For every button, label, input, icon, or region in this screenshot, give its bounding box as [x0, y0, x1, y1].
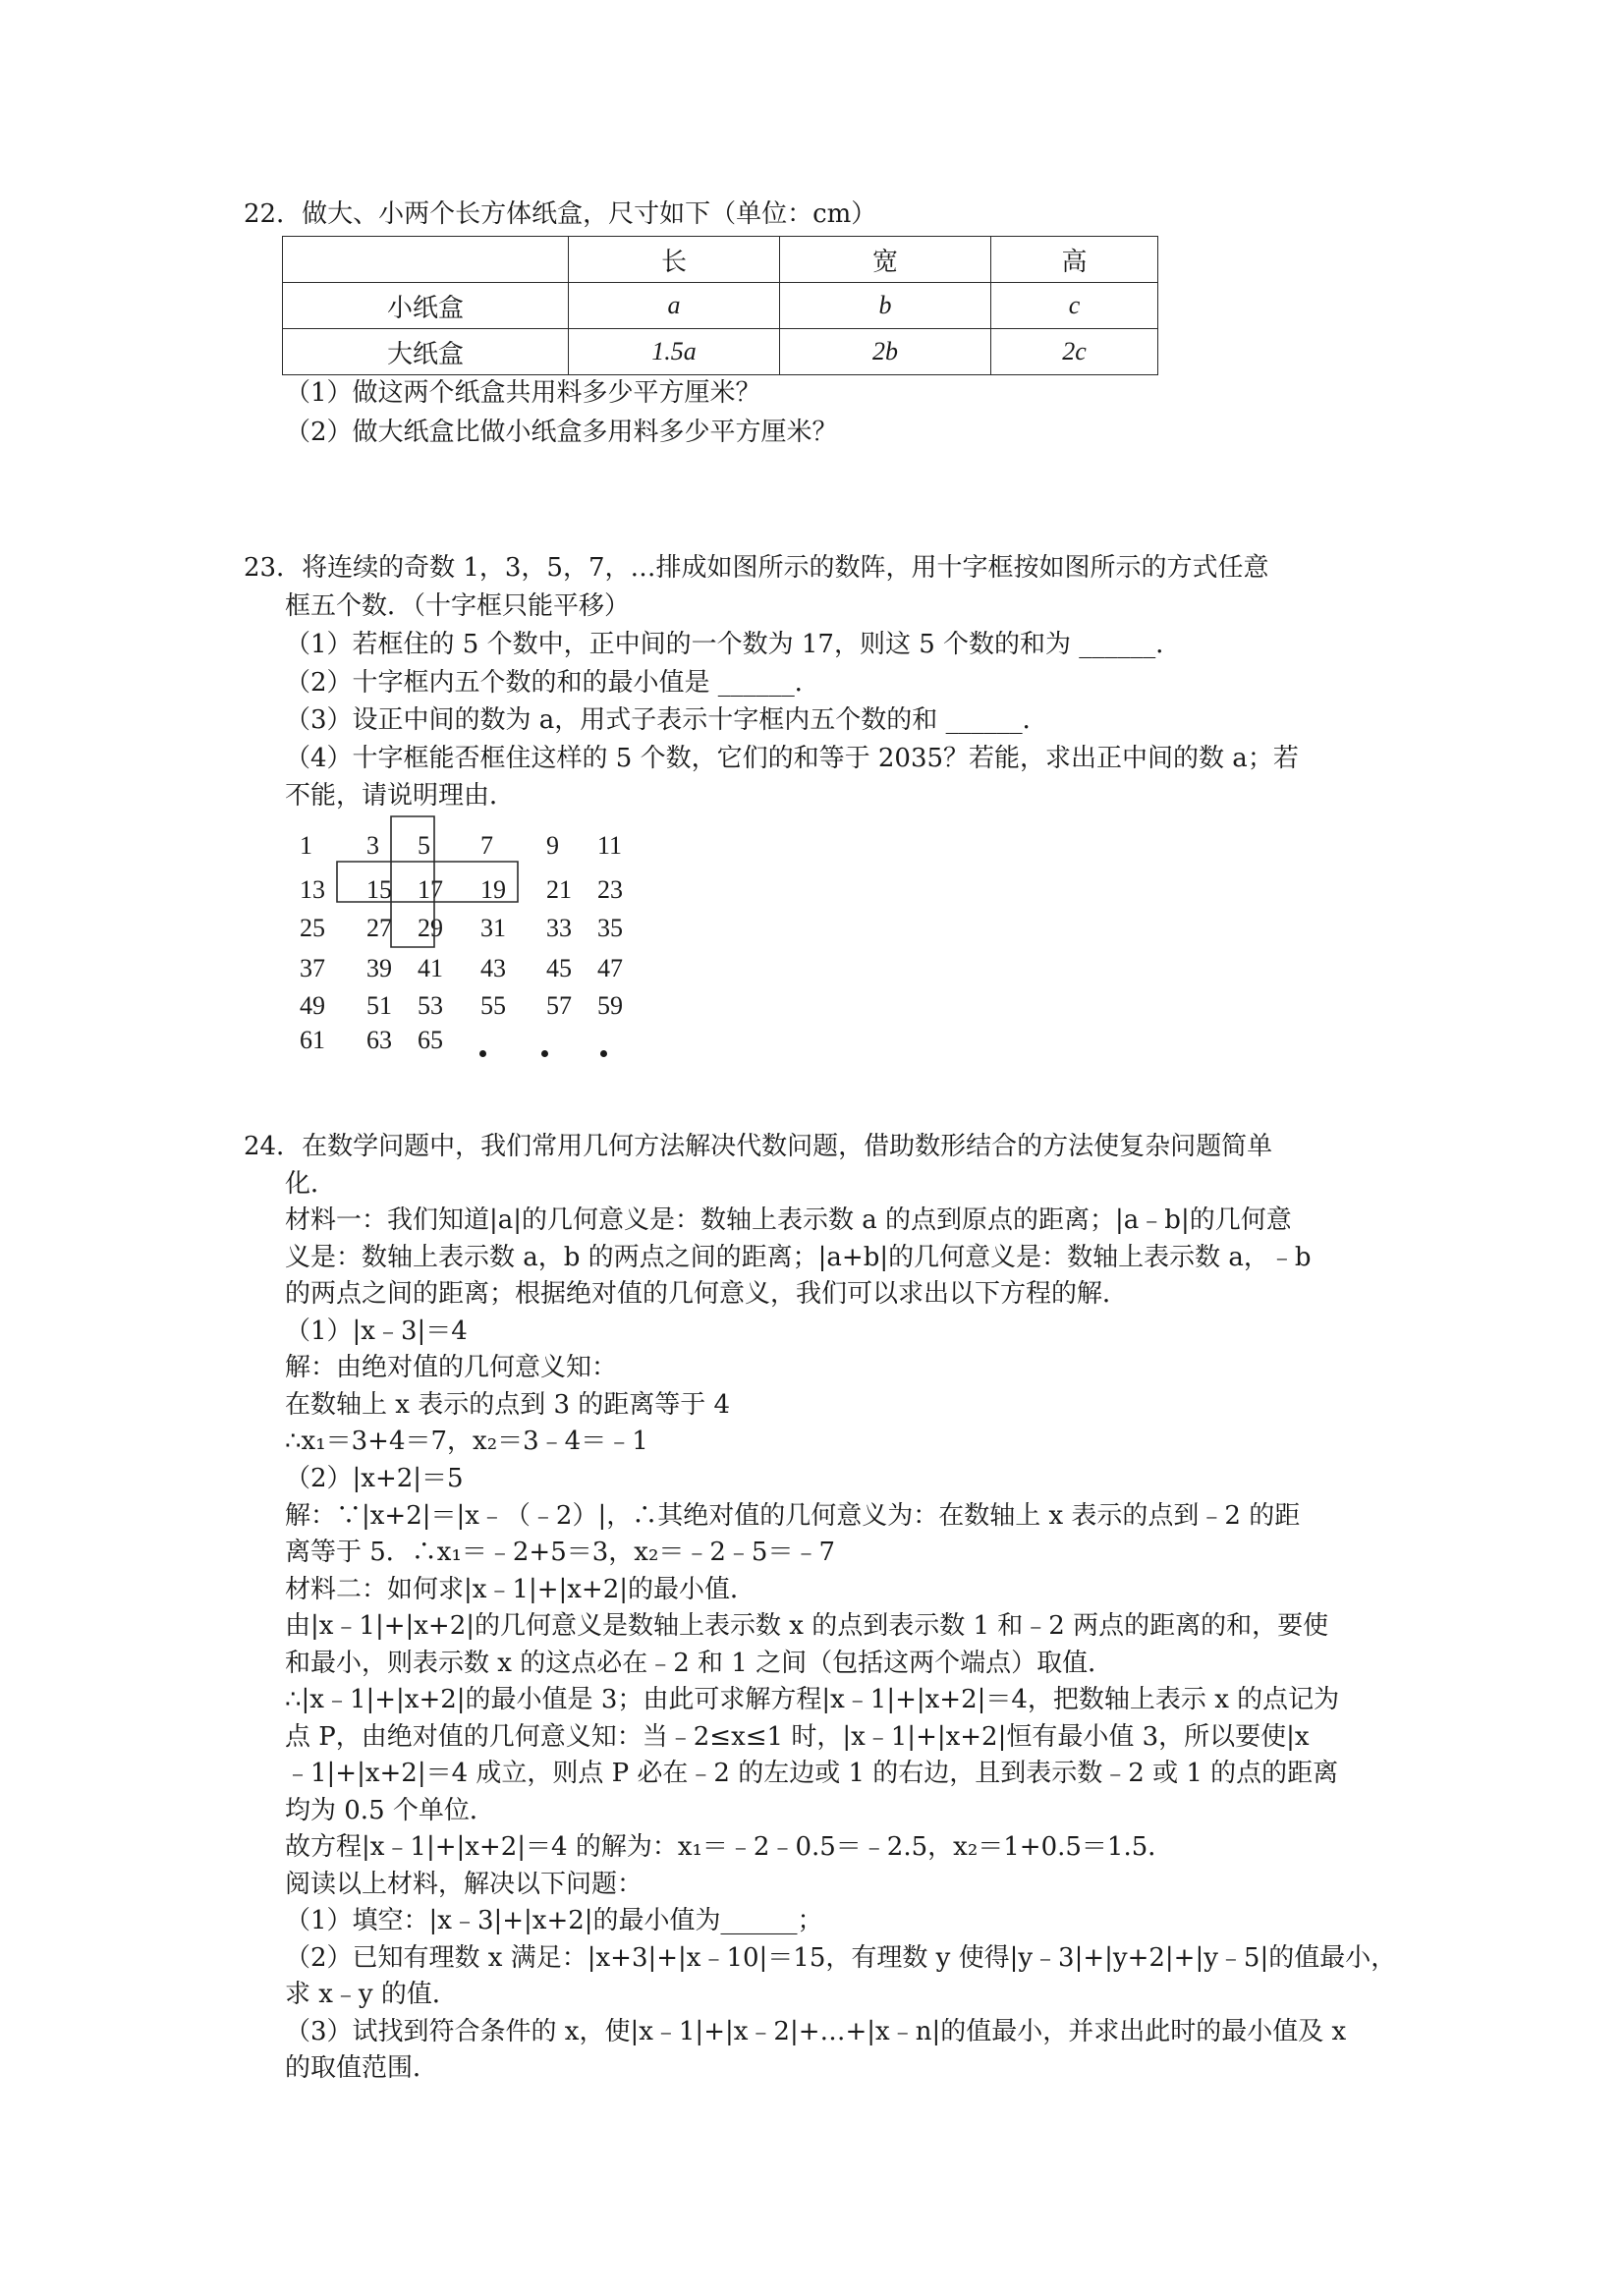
grid-number: 25	[300, 914, 325, 942]
grid-number: 23	[597, 875, 623, 904]
table-cell: a	[569, 283, 780, 329]
row-label-large-box: 大纸盒	[283, 329, 569, 375]
grid-number: 21	[546, 875, 572, 904]
table-cell: b	[780, 283, 991, 329]
q24-line: 离等于 5．∴x₁＝﹣2+5＝3，x₂＝﹣2﹣5＝﹣7	[285, 1538, 836, 1567]
grid-number: 65	[418, 1026, 443, 1054]
q23-line2: 框五个数．（十字框只能平移）	[285, 591, 631, 621]
q24-line: （2）已知有理数 x 满足：|x+3|+|x﹣10|＝15，有理数 y 使得|y﹣3|+|y+2|+|y﹣5|的值最小，	[285, 1943, 1397, 1973]
grid-number: 37	[300, 954, 325, 982]
grid-number: 29	[418, 914, 443, 942]
q24-line: （3）试找到符合条件的 x，使|x﹣1|+|x﹣2|+…+|x﹣n|的值最小，并求出此时的最小值及 x	[285, 2017, 1347, 2046]
grid-number: 13	[300, 875, 325, 904]
q23-sub1: （1）若框住的 5 个数中，正中间的一个数为 17，则这 5 个数的和为 ______．	[285, 630, 1182, 659]
q24-line: （2）|x+2|＝5	[285, 1464, 464, 1493]
grid-number: 7	[480, 831, 493, 860]
grid-number: 11	[597, 831, 623, 860]
table-header-width: 宽	[780, 237, 991, 283]
q24-line: 阅读以上材料，解决以下问题：	[285, 1870, 644, 1899]
table-cell: c	[991, 283, 1158, 329]
q22-sub2: （2）做大纸盒比做小纸盒多用料多少平方厘米？	[285, 418, 838, 447]
grid-number: 51	[366, 991, 392, 1020]
q23-sub3: （3）设正中间的数为 a，用式子表示十字框内五个数的和 ______．	[285, 705, 1048, 735]
grid-number: 17	[418, 875, 443, 904]
ellipsis-dot	[541, 1050, 548, 1057]
grid-number: 57	[546, 991, 572, 1020]
row-label-small-box: 小纸盒	[283, 283, 569, 329]
grid-number: 19	[480, 875, 506, 904]
table-cell: 1.5a	[569, 329, 780, 375]
q22-title: 22．做大、小两个长方体纸盒，尺寸如下（单位：cm）	[244, 199, 877, 229]
grid-number: 9	[546, 831, 559, 860]
grid-number: 53	[418, 991, 443, 1020]
q24-line: 解：由绝对值的几何意义知：	[285, 1353, 618, 1382]
q24-line: 24．在数学问题中，我们常用几何方法解决代数问题，借助数形结合的方法使复杂问题简单	[244, 1132, 1273, 1161]
grid-number: 31	[480, 914, 506, 942]
q24-line: 求 x﹣y 的值．	[285, 1980, 458, 2009]
grid-number: 49	[300, 991, 325, 1020]
ellipsis-dot	[600, 1050, 607, 1057]
grid-number: 3	[366, 831, 379, 860]
grid-number: 39	[366, 954, 392, 982]
q22-sub1: （1）做这两个纸盒共用料多少平方厘米？	[285, 378, 761, 408]
grid-number: 45	[546, 954, 572, 982]
q24-line: 均为 0.5 个单位．	[285, 1796, 495, 1825]
q24-line: ∴x₁＝3+4＝7，x₂＝3﹣4＝﹣1	[285, 1427, 648, 1456]
grid-number: 55	[480, 991, 506, 1020]
table-header-height: 高	[991, 237, 1158, 283]
grid-number: 43	[480, 954, 506, 982]
grid-number: 61	[300, 1026, 325, 1054]
q23-sub2: （2）十字框内五个数的和的最小值是 ______．	[285, 668, 820, 698]
q24-line: 义是：数轴上表示数 a，b 的两点之间的距离；|a+b|的几何意义是：数轴上表示数 a，﹣b	[285, 1243, 1312, 1272]
q24-line: （1）|x﹣3|＝4	[285, 1316, 468, 1346]
grid-number: 15	[366, 875, 392, 904]
grid-number: 5	[418, 831, 430, 860]
q24-line: 故方程|x﹣1|+|x+2|＝4 的解为：x₁＝﹣2﹣0.5＝﹣2.5，x₂＝1+0.5＝1.5．	[285, 1832, 1174, 1862]
ellipsis-dot	[479, 1050, 486, 1057]
q23-line1: 23．将连续的奇数 1，3，5，7，…排成如图所示的数阵，用十字框按如图所示的方式任意	[244, 553, 1269, 583]
grid-number: 47	[597, 954, 623, 982]
grid-number: 63	[366, 1026, 392, 1054]
grid-number: 59	[597, 991, 623, 1020]
grid-number: 1	[300, 831, 312, 860]
grid-number: 35	[597, 914, 623, 942]
table-cell: 2b	[780, 329, 991, 375]
q24-line: 的取值范围．	[285, 2053, 439, 2083]
grid-number: 41	[418, 954, 443, 982]
q24-line: 化．	[285, 1169, 337, 1199]
q23-sub4b: 不能，请说明理由．	[285, 781, 516, 811]
grid-number: 33	[546, 914, 572, 942]
q24-line: 的两点之间的距离；根据绝对值的几何意义，我们可以求出以下方程的解．	[285, 1279, 1129, 1309]
q24-line: ﹣1|+|x+2|＝4 成立，则点 P 必在﹣2 的左边或 1 的右边，且到表示数﹣2 或 1 的点的距离	[285, 1759, 1339, 1788]
q23-sub4a: （4）十字框能否框住这样的 5 个数，它们的和等于 2035？若能，求出正中间的数 a；若	[285, 744, 1299, 773]
q24-line: 材料二：如何求|x﹣1|+|x+2|的最小值．	[285, 1575, 756, 1604]
q24-line: ∴|x﹣1|+|x+2|的最小值是 3；由此可求解方程|x﹣1|+|x+2|＝4，把数轴上表示 x 的点记为	[285, 1685, 1340, 1714]
table-cell: 2c	[991, 329, 1158, 375]
grid-number: 27	[366, 914, 392, 942]
q24-line: 在数轴上 x 表示的点到 3 的距离等于 4	[285, 1390, 731, 1420]
q24-line: 解：∵|x+2|＝|x﹣（﹣2）|，∴其绝对值的几何意义为：在数轴上 x 表示的点到﹣2 的距	[285, 1501, 1301, 1531]
q24-line: 由|x﹣1|+|x+2|的几何意义是数轴上表示数 x 的点到表示数 1 和﹣2 两点的距离的和，要使	[285, 1611, 1329, 1641]
q24-line: 和最小，则表示数 x 的这点必在﹣2 和 1 之间（包括这两个端点）取值．	[285, 1649, 1114, 1678]
table-header-length: 长	[569, 237, 780, 283]
q24-line: （1）填空：|x﹣3|+|x+2|的最小值为______；	[285, 1906, 823, 1935]
q24-line: 点 P，由绝对值的几何意义知：当﹣2≤x≤1 时，|x﹣1|+|x+2|恒有最小值 3，所以要使|x	[285, 1722, 1310, 1752]
q24-line: 材料一：我们知道|a|的几何意义是：数轴上表示数 a 的点到原点的距离；|a﹣b|的几何意	[285, 1205, 1292, 1235]
